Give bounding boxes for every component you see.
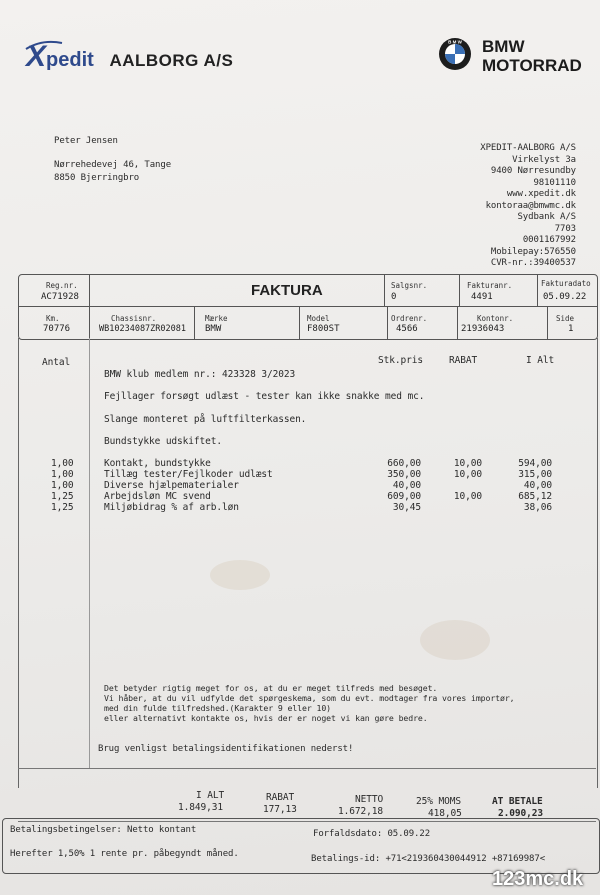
kontonr-value: 21936043 [461,324,505,334]
dealer-line: 9400 Nørresundby [490,166,576,176]
salgsnr-label: Salgsnr. [391,281,428,290]
payment-note: Brug venligst betalingsidentifikationen nederst! [98,744,354,754]
total-netto-label: NETTO [355,794,384,805]
dealer-website: www.xpedit.dk [506,189,576,199]
col-antal: Antal [42,357,71,368]
maerke-value: BMW [205,324,222,334]
dealer-info [480,143,576,270]
ordrenr-label: Ordrenr. [391,314,428,323]
xpedit-swoosh-icon [24,39,64,53]
fakturadato-label: Fakturadato [541,279,591,288]
dealer-email: kontoraa@bmwmc.dk [485,200,576,211]
dealer-line: Sydbank A/S [517,212,576,222]
note-line: Slange monteret på luftfilterkassen. [104,414,307,425]
line-discount: 10,00 [453,491,482,502]
message-line: Vi håber, at du vil udfylde det spørgeskema, som du evt. modtager fra vores importør, [104,693,515,703]
col-stkpris: Stk.pris [378,355,423,366]
line-discount: 10,00 [453,458,482,469]
message-line: med din fulde tilfredshed.(Karakter 9 eller 10) [104,703,331,713]
invoice-header-box [18,274,598,340]
line-desc: Miljøbidrag % af arb.løn [104,502,239,513]
line-price: 40,00 [392,480,421,491]
line-discount: 10,00 [453,469,482,480]
chassis-label: Chassisnr. [111,314,157,323]
dealer-line: CVR-nr.:39400537 [490,258,576,268]
line-total: 594,00 [518,458,552,469]
line-desc: Kontakt, bundstykke [104,458,211,469]
customer-city: 8850 Bjerringbro [54,173,140,183]
payment-terms: Betalingsbetingelser: Netto kontant [10,825,197,835]
total-moms-label: 25% MOMS [416,796,461,807]
fakturanr-label: Fakturanr. [467,281,513,290]
bmw-roundel-text: B M W [448,39,462,45]
message-line: Det betyder rigtig meget for os, at du er meget tilfreds med besøget. [104,683,438,693]
model-value: F800ST [307,324,340,334]
total-ialt-value: 1.849,31 [178,802,223,813]
line-price: 609,00 [387,491,421,502]
total-ialt-label: I ALT [196,790,225,801]
salgsnr-value: 0 [391,292,397,302]
message-line: eller alternativt kontakte os, hvis der er noget vi kan gøre bedre. [104,713,428,723]
invoice-title: FAKTURA [251,282,323,299]
note-line: BMW klub medlem nr.: 423328 3/2023 [104,369,296,380]
xpedit-logo-x: X [26,40,47,73]
km-label: Km. [46,314,60,323]
line-qty: 1,00 [51,480,74,491]
side-label: Side [556,314,575,323]
kontonr-label: Kontonr. [477,314,514,323]
dealer-line: Mobilepay:576550 [490,246,576,257]
dealer-line: 98101110 [533,177,576,188]
total-rabat-label: RABAT [266,792,295,803]
interest-note: Herefter 1,50% 1 rente pr. påbegyndt måned. [10,849,239,859]
km-value: 70776 [43,324,71,334]
line-price: 660,00 [387,458,421,469]
dealer-line: 7703 [554,223,576,234]
ordrenr-value: 4566 [396,324,418,334]
customer-message [104,683,515,723]
bmw-roundel-icon [438,37,472,71]
regnr-label: Reg.nr. [46,281,78,290]
total-moms-value: 418,05 [428,808,462,819]
xpedit-logo-text: pedit [46,49,94,71]
total-atbetale-value: 2.090,23 [498,808,543,819]
note-line: Bundstykke udskiftet. [104,436,223,447]
company-name: AALBORG A/S [109,51,234,70]
due-date: Forfaldsdato: 05.09.22 [313,829,431,839]
line-desc: Arbejdsløn MC svend [104,491,211,502]
line-total: 315,00 [518,469,552,480]
dealer-line: Virkelyst 3a [512,154,576,165]
site-watermark: 123mc.dk [492,868,584,890]
customer-address [54,135,171,185]
line-desc: Diverse hjælpematerialer [104,480,239,491]
line-price: 30,45 [392,502,421,513]
total-netto-value: 1.672,18 [338,806,383,817]
side-value: 1 [568,324,574,334]
col-rabat: RABAT [449,355,478,366]
regnr-value: AC71928 [41,292,79,302]
line-total: 38,06 [523,502,552,513]
customer-name: Peter Jensen [54,136,118,146]
model-label: Model [307,314,330,323]
line-qty: 1,25 [51,502,74,513]
total-atbetale-label: AT BETALE [492,796,543,807]
chassis-value: WB10234087ZR02081 [99,324,186,334]
line-desc: Tillæg tester/Fejlkoder udlæst [104,469,273,480]
maerke-label: Mærke [205,314,228,323]
line-total: 40,00 [523,480,552,491]
customer-street: Nørrehedevej 46, Tange [54,160,172,170]
line-qty: 1,00 [51,458,74,469]
line-total: 685,12 [518,491,552,502]
payment-id: Betalings-id: +71<219360430044912 +87169987< [311,854,546,864]
fakturadato-value: 05.09.22 [543,292,587,302]
line-price: 350,00 [387,469,421,480]
col-ialt: I Alt [526,355,555,366]
bmw-logo-line2: MOTORRAD [482,56,582,75]
fakturanr-value: 4491 [471,292,493,302]
line-qty: 1,25 [51,491,74,502]
note-line: Fejllager forsøgt udlæst - tester kan ikke snakke med mc. [104,391,425,402]
dealer-line: 0001167992 [522,235,576,245]
bmw-logo-line1: BMW [482,37,525,56]
dealer-line: XPEDIT-AALBORG A/S [480,143,576,153]
total-rabat-value: 177,13 [263,804,297,815]
xpedit-logo [26,40,233,74]
line-qty: 1,00 [51,469,74,480]
